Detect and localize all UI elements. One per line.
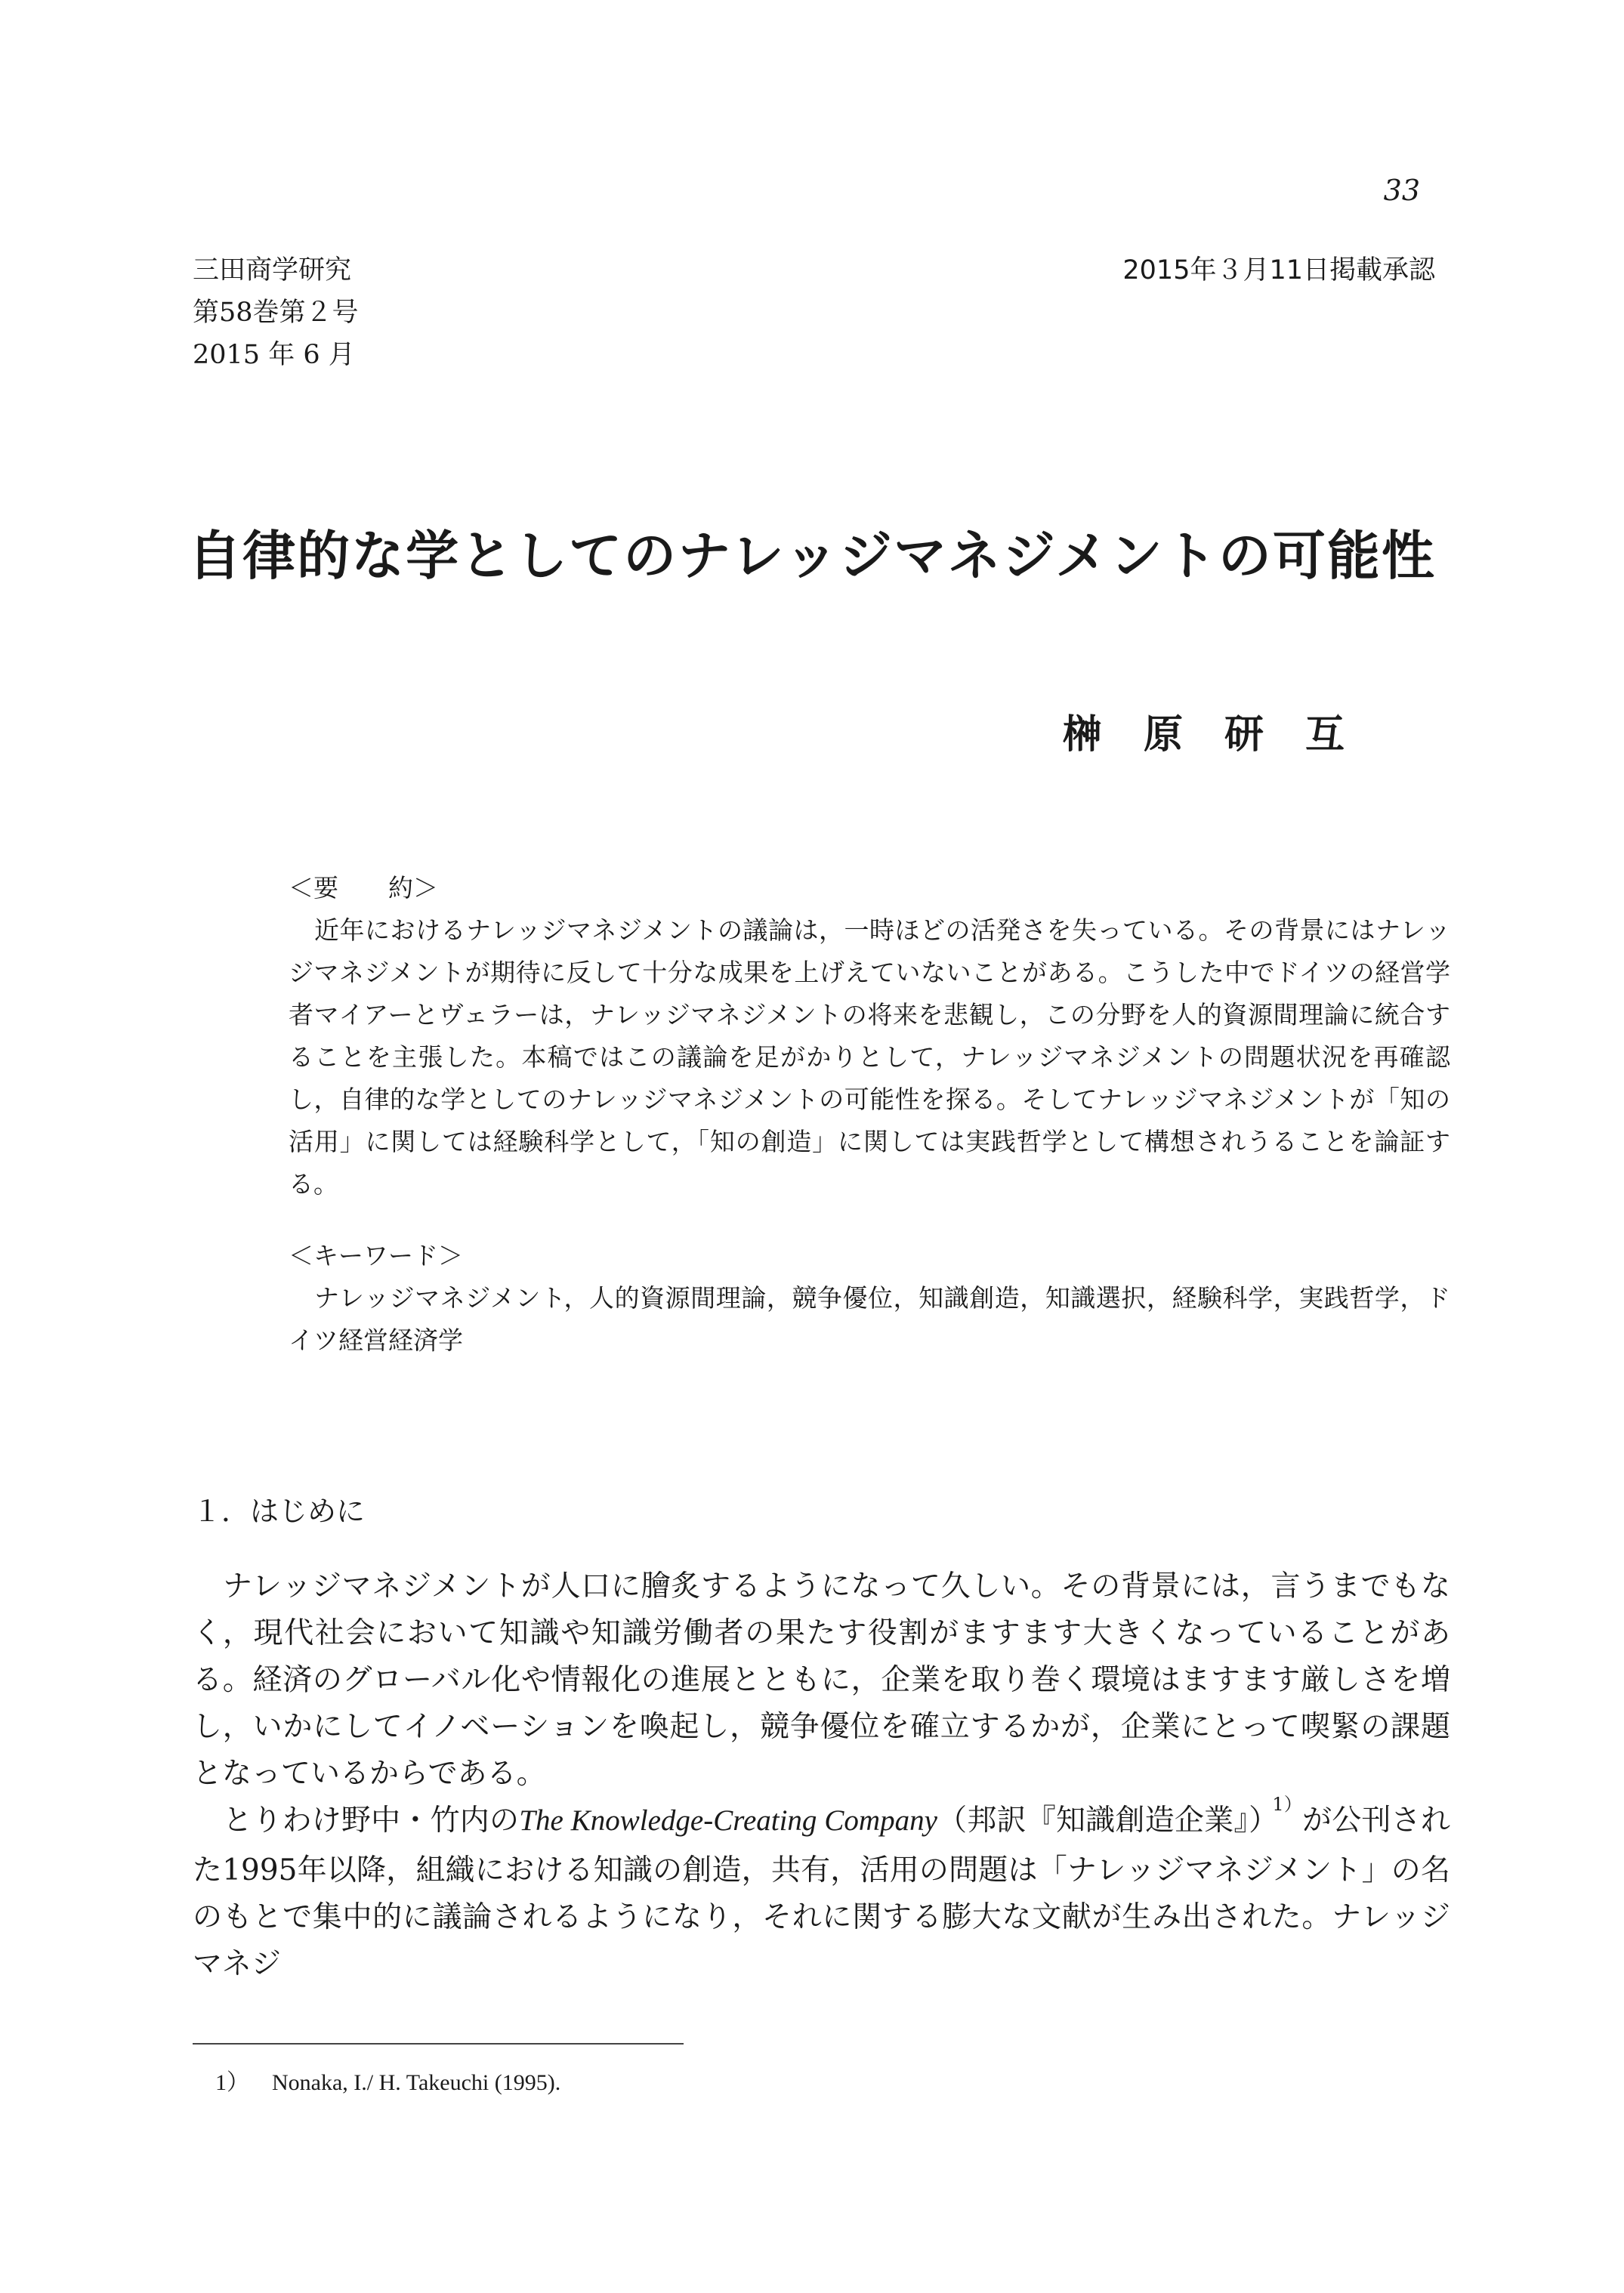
keywords-heading: ＜キーワード＞ [289,1241,463,1270]
keywords [289,1235,1450,1362]
book-title: The Knowledge-Creating Company [519,1804,937,1837]
abstract [289,867,1450,1205]
footnote-divider [193,2043,684,2045]
page-number: 33 [1383,174,1420,207]
footnote [215,2063,560,2097]
paragraph-text: とりわけ野中・竹内の [223,1804,520,1838]
journal-info [193,249,359,376]
body-text [193,1563,1450,1988]
journal-date: 2015 年 6 月 [193,340,355,370]
paragraph-text: が公刊された1995年以降，組織における知識の創造，共有，活用の問題は「ナレッジマネジメント」の名のもとで集中的に議論されるようになり，それに関する膨大な文献が生み出された。ナレッジマネジ [193,1804,1450,1981]
abstract-text: 近年におけるナレッジマネジメントの議論は，一時ほどの活発さを失っている。その背景にはナレッジマネジメントが期待に反して十分な成果を上げえていないことがある。こうした中でドイツの経営学者マイアーとヴェラーは，ナレッジマネジメントの将来を悲観し，この分野を人的資源間理論に統合することを主張した。本稿ではこの議論を足がかりとして，ナレッジマネジメントの問題状況を再確認し，自律的な学としてのナレッジマネジメントの可能性を探る。そしてナレッジマネジメントが「知の活用」に関しては経験科学として，「知の創造」に関しては実践哲学として構想されうることを論証する。 [289,915,1450,1199]
paper-title: 自律的な学としてのナレッジマネジメントの可能性 [188,524,1436,587]
author-name: 榊原研互 [1062,711,1386,758]
paragraph: ナレッジマネジメントが人口に膾炙するようになって久しい。その背景には，言うまでもなく，現代社会において知識や知識労働者の果たす役割がますます大きくなっていることがある。経済のグローバル化や情報化の進展とともに，企業を取り巻く環境はますます厳しさを増し，いかにしてイノベーションを喚起し，競争優位を確立するかが，企業にとって喫緊の課題となっているからである。 [193,1569,1450,1791]
footnote-marker: 1） [1272,1794,1303,1815]
footnote-text: Nonaka, I./ H. Takeuchi (1995). [272,2070,561,2095]
journal-name: 三田商学研究 [193,255,352,285]
section-heading: １．はじめに [193,1495,366,1528]
paragraph [193,1794,1450,1988]
keywords-text: ナレッジマネジメント，人的資源間理論，競争優位，知識創造，知識選択，経験科学，実践哲学，ドイツ経営経済学 [289,1283,1450,1355]
journal-volume: 第58巻第２号 [193,298,359,328]
footnote-number: 1） [215,2070,249,2095]
approval-date: 2015年３月11日掲載承認 [1122,255,1435,285]
abstract-heading: ＜要 約＞ [289,873,438,903]
paragraph-text: （邦訳『知識創造企業』） [937,1804,1279,1838]
